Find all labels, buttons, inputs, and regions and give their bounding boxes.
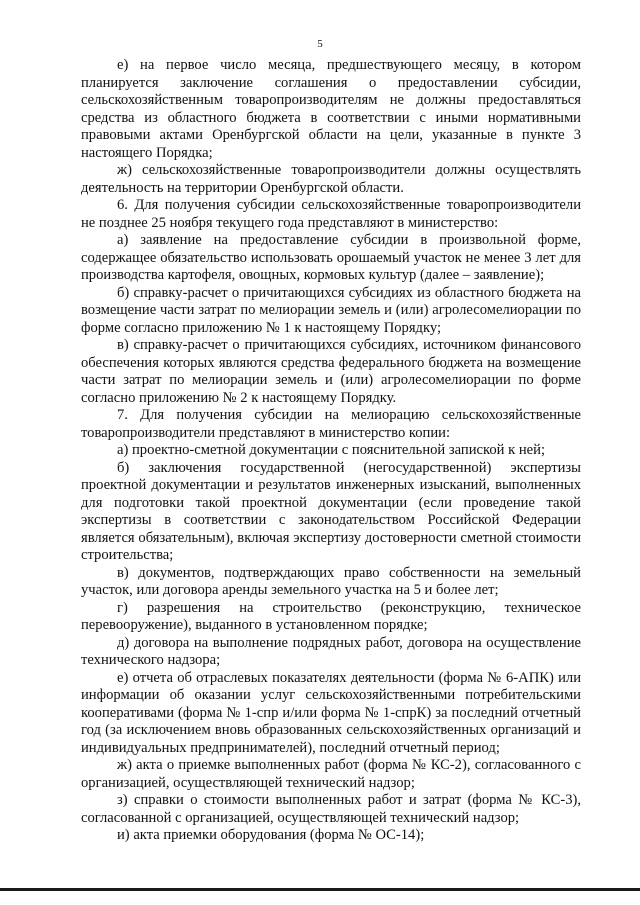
paragraph-7z-ks3-statement: з) справки о стоимости выполненных работ и затрат (форма № КС-3), согласованной с организацией, осуществляющей технический надзор;	[81, 792, 581, 826]
paragraph-7d-contracts: д) договора на выполнение подрядных работ, договора на осуществление технического надзора;	[81, 634, 581, 668]
paragraph-zh-territory: ж) сельскохозяйственные товаропроизводители должны осуществлять деятельность на территории Оренбургской области.	[81, 162, 581, 196]
paragraph-7i-os14-act: и) акта приемки оборудования (форма № ОС-14);	[117, 827, 425, 843]
paragraph-6b-regional-calc: б) справку-расчет о причитающихся субсидиях из областного бюджета на возмещение части затрат по мелиорации земель и (или) агролесомелиорации по форме согласно приложению № 1 к настоящему Порядку;	[81, 284, 581, 336]
paragraph-section-6: 6. Для получения субсидии сельскохозяйственные товаропроизводители не позднее 25 ноября текущего года представляют в министерство:	[81, 197, 581, 231]
page-number: 5	[317, 38, 323, 50]
paragraph-6v-federal-calc: в) справку-расчет о причитающихся субсидиях, источником финансового обеспечения которых являются средства федерального бюджета на возмещение части затрат по мелиорации земель и (или) агролесомелиорации по форме согласно приложению № 2 к настоящему Порядку.	[81, 337, 581, 406]
paragraph-7g-construction-permit: г) разрешения на строительство (реконструкцию, техническое перевооружение), выданного в установленном порядке;	[81, 599, 581, 633]
paragraph-7zh-ks2-act: ж) акта о приемке выполненных работ (форма № КС-2), согласованного с организацией, осуществляющей технический надзор;	[81, 757, 581, 791]
paragraph-7v-land-rights: в) документов, подтверждающих право собственности на земельный участок, или договора аренды земельного участка на 5 и более лет;	[81, 564, 581, 598]
paragraph-7a-project-docs: а) проектно-сметной документации с пояснительной запиской к ней;	[117, 442, 546, 458]
paragraph-e-first-day: е) на первое число месяца, предшествующего месяцу, в котором планируется заключение соглашения о предоставлении субсидии, сельскохозяйственным товаропроизводителям не должны предоставляться средства из областного бюджета в соответствии с иными нормативными правовыми актами Оренбургской области на цели, указанные в пункте 3 настоящего Порядка;	[81, 57, 581, 161]
paragraph-7e-reports: е) отчета об отраслевых показателях деятельности (форма № 6-АПК) или информации об оказании услуг сельскохозяйственными потребительскими кооперативами (форма № 1-спр и/или форма № 1-спрК) за последний отчетный год (за исключением вновь образованных сельскохозяйственных организаций и индивидуальных предпринимателей), последний отчетный период;	[81, 669, 581, 756]
paragraph-6a-application: а) заявление на предоставление субсидии в произвольной форме, содержащее обязательство использовать орошаемый участок не менее 3 лет для производства картофеля, овощных, кормовых культур (далее – заявление);	[81, 232, 581, 283]
document-body	[81, 57, 581, 845]
bottom-edge-line	[0, 888, 640, 891]
paragraph-section-7: 7. Для получения субсидии на мелиорацию сельскохозяйственные товаропроизводители представляют в министерство копии:	[81, 407, 581, 441]
paragraph-7b-expertise: б) заключения государственной (негосударственной) экспертизы проектной документации и результатов инженерных изысканий, выполненных для подготовки такой проектной документации (если проведение такой экспертизы в соответствии с законодательством Российской Федерации является обязательным), включая экспертизу достоверности сметной стоимости строительства;	[81, 459, 581, 563]
